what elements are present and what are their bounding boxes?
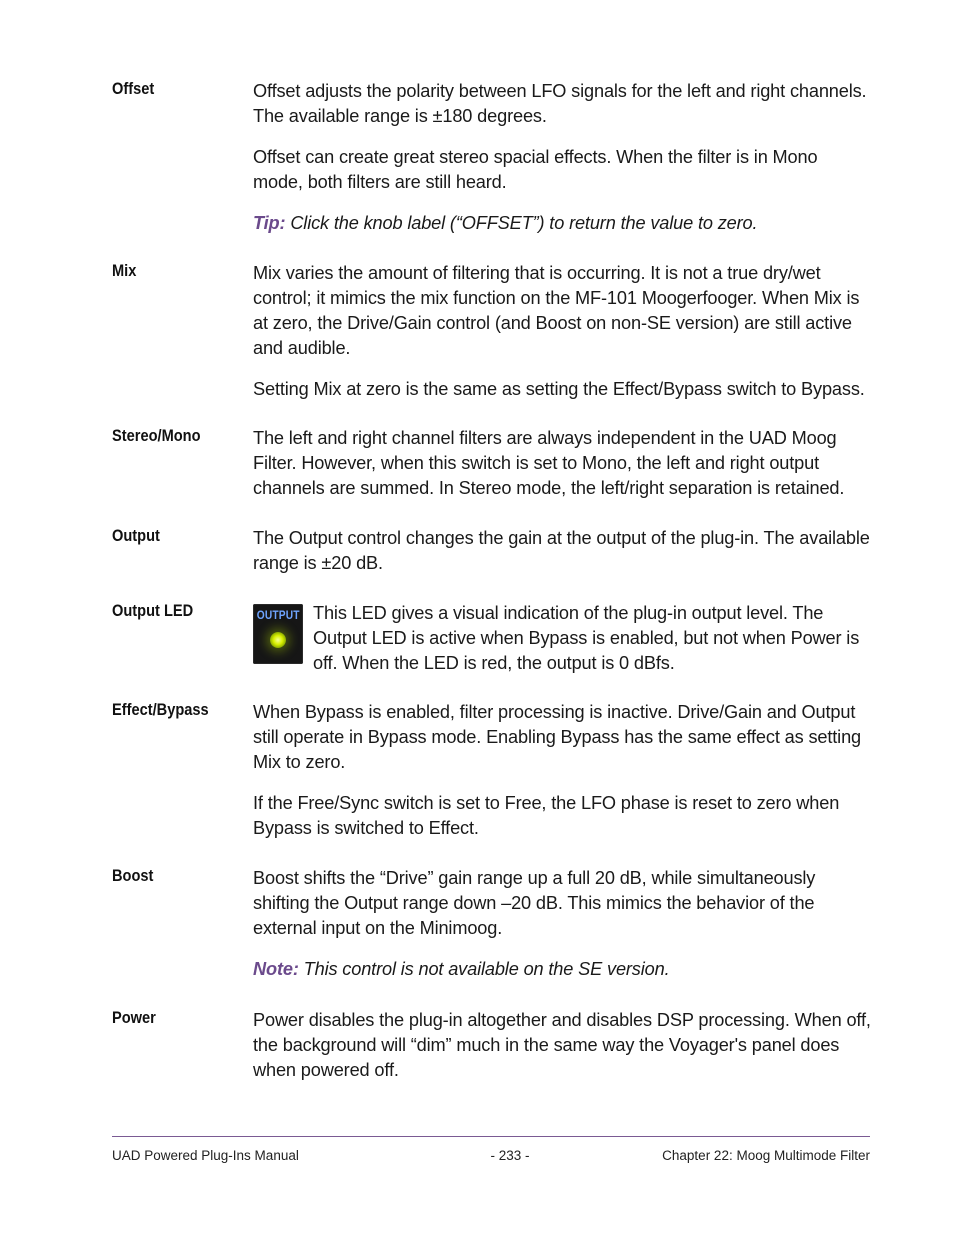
paragraph: Setting Mix at zero is the same as setting the Effect/Bypass switch to Bypass. (253, 379, 865, 399)
paragraph: Power disables the plug-in altogether and disables DSP processing. When off, the background will “dim” much in the same way the Voyager's panel does when powered off. (253, 1010, 871, 1080)
term-offset: Offset (112, 79, 155, 98)
footer-manual-title: UAD Powered Plug-Ins Manual (112, 1148, 299, 1163)
note-text: This control is not available on the SE version. (303, 959, 670, 979)
paragraph: This LED gives a visual indication of the plug-in output level. The Output LED is active when Bypass is enabled, but not when Power is off. When the LED is red, the output is 0 dBfs. (313, 603, 860, 673)
paragraph: If the Free/Sync switch is set to Free, the LFO phase is reset to zero when Bypass is switched to Effect. (253, 793, 840, 838)
description-power (253, 1008, 872, 1083)
description-mix (253, 261, 872, 402)
description-offset (253, 79, 872, 236)
led-icon (270, 632, 286, 648)
description-stereo-mono (253, 426, 872, 501)
term-stereo-mono: Stereo/Mono (112, 426, 201, 445)
tip-note (253, 211, 872, 236)
description-boost (253, 866, 872, 982)
paragraph: Mix varies the amount of filtering that is occurring. It is not a true dry/wet control; it mimics the mix function on the MF-101 Moogerfooger. When Mix is at zero, the Drive/Gain control (and Boost on non-SE version) are still active and audible. (253, 263, 860, 358)
term-boost: Boost (112, 866, 154, 885)
output-led-image (253, 604, 303, 664)
footer-page-number: - 233 - (490, 1148, 530, 1163)
description-effect-bypass (253, 700, 872, 841)
term-output-led: Output LED (112, 601, 194, 620)
footer-divider (112, 1136, 870, 1137)
paragraph: The left and right channel filters are always independent in the UAD Moog Filter. However, when this switch is set to Mono, the left and right output channels are summed. In Stereo mode, the left/right separation is retained. (253, 428, 845, 498)
led-row (253, 601, 872, 676)
paragraph: Boost shifts the “Drive” gain range up a full 20 dB, while simultaneously shifting the Output range down –20 dB. This mimics the behavior of the external input on the Minimoog. (253, 868, 816, 938)
description-output-led (253, 601, 872, 676)
tip-label: Tip: (253, 213, 286, 233)
note-label: Note: (253, 959, 299, 979)
term-output: Output (112, 526, 160, 545)
note (253, 957, 872, 982)
paragraph: Offset adjusts the polarity between LFO signals for the left and right channels. The available range is ±180 degrees. (253, 81, 867, 126)
term-effect-bypass: Effect/Bypass (112, 700, 209, 719)
description-output (253, 526, 872, 576)
paragraph: The Output control changes the gain at the output of the plug-in. The available range is ±20 dB. (253, 528, 870, 573)
term-power: Power (112, 1008, 156, 1027)
term-mix: Mix (112, 261, 137, 280)
paragraph: Offset can create great stereo spacial effects. When the filter is in Mono mode, both filters are still heard. (253, 147, 818, 192)
paragraph: When Bypass is enabled, filter processing is inactive. Drive/Gain and Output still operate in Bypass mode. Enabling Bypass has the same effect as setting Mix to zero. (253, 702, 861, 772)
tip-text: Click the knob label (“OFFSET”) to return the value to zero. (290, 213, 758, 233)
footer-chapter-title: Chapter 22: Moog Multimode Filter (662, 1148, 870, 1163)
output-led-label: OUTPUT (256, 608, 300, 622)
